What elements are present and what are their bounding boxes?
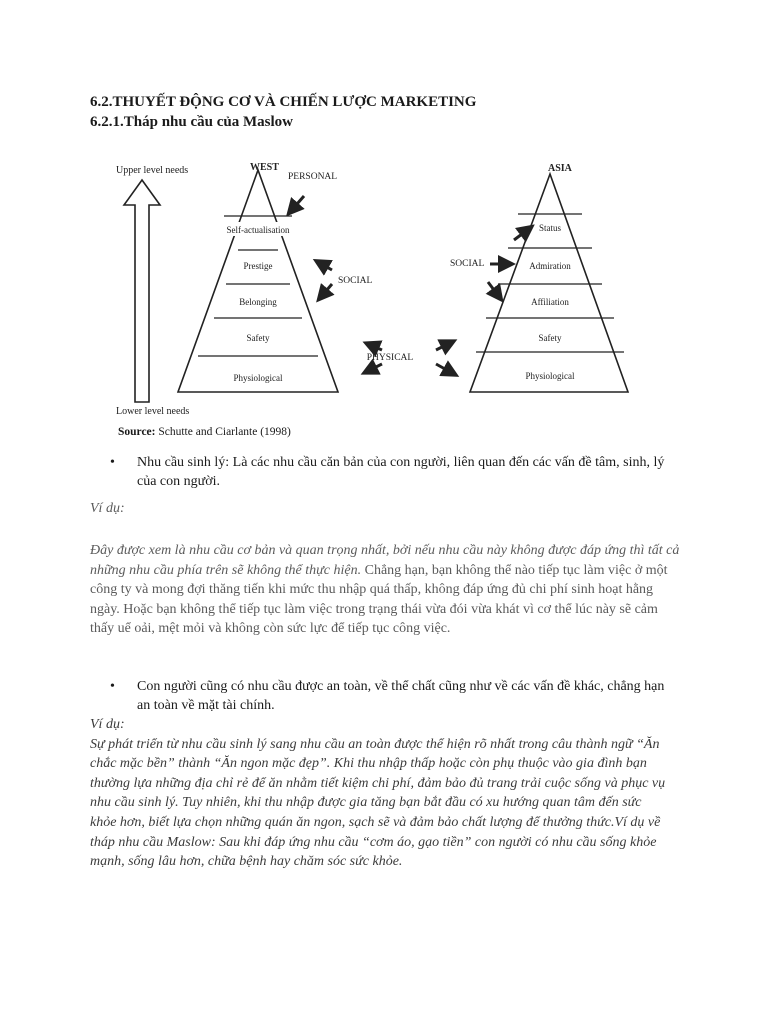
source-prefix: Source: [118, 426, 156, 438]
asia-pyramid [470, 174, 628, 392]
asia-level-safety: Safety [538, 333, 562, 343]
bullet-text: Nhu cầu sinh lý: Là các nhu cầu căn bản của con người, liên quan đến các vấn đề tâm, sinh, lý của con người. [137, 455, 665, 489]
asia-level-status: Status [538, 223, 562, 233]
paragraph-physiological-example [90, 541, 680, 639]
paragraph-italic-part: Đây được xem là nhu cầu cơ bản và quan trọng nhất, bởi nếu nhu cầu này không được đáp ứng thì tất cả những nhu cầu phía trên sẽ không thể thực hiện. [90, 543, 680, 578]
west-title: WEST [250, 162, 279, 173]
social-arrow-bottom-icon [320, 284, 332, 298]
figure-source [118, 426, 291, 438]
bullet-text: Con người cũng có nhu cầu được an toàn, về thể chất cũng như về các vấn đề khác, chẳng hạn an toàn về mặt tài chính. [137, 679, 665, 713]
lower-level-label: Lower level needs [116, 406, 190, 417]
social-arrow-top-icon [318, 262, 332, 270]
subsection-heading: 6.2.1.Tháp nhu cầu của Maslow [90, 114, 293, 130]
asia-title: ASIA [548, 163, 572, 174]
social-label-west: SOCIAL [338, 276, 373, 286]
personal-arrow-icon [290, 196, 304, 212]
example-label: Ví dụ: [90, 501, 125, 516]
paragraph-text: Sự phát triển từ nhu cầu sinh lý sang nhu cầu an toàn được thể hiện rõ nhất trong câu thành ngữ “Ăn chắc mặc bền” thành “Ăn ngon mặc đẹp”. Khi thu nhập thấp hoặc còn phụ thuộc vào gia đình bạn thường lựa những địa chỉ rẻ để ăn nhằm tiết kiệm chi phí, đảm bảo đủ trang trải cuộc sống và phục vụ nhu cầu sinh lý. Tuy nhiên, khi thu nhập được gia tăng bạn bắt đầu có xu hướng quan tâm đến sức khỏe hơn, biết lựa chọn những quán ăn ngon, sạch sẽ và đảm bảo chất lượng để thưởng thức.Ví dụ về tháp nhu cầu Maslow: Sau khi đáp ứng nhu cầu “cơm áo, gạo tiền” con người có nhu cầu sống khỏe mạnh, sống lâu hơn, chữa bệnh hay chăm sóc sức khỏe. [90, 736, 666, 870]
paragraph-normal-part: Chẳng hạn, bạn không thể nào tiếp tục làm việc ở một công ty và mong đợi thăng tiến khi mức thu nhập quá thấp, không đáp ứng đủ chi phí sinh hoạt hằng ngày. Hoặc bạn không thể tiếp tục làm việc trong trạng thái vừa đói vừa khát vì cơ thể lúc này sẽ cảm thấy uể oải, mệt mỏi và không còn sức lực để tiếp tục công việc. [90, 562, 668, 636]
personal-label: PERSONAL [288, 172, 338, 182]
west-level-belonging: Belonging [239, 297, 277, 307]
source-text: Schutte and Ciarlante (1998) [158, 426, 291, 438]
physical-arrow-right-up-icon [436, 342, 452, 350]
west-level-prestige: Prestige [243, 261, 273, 271]
section-heading: 6.2.THUYẾT ĐỘNG CƠ VÀ CHIẾN LƯỢC MARKETING [90, 94, 477, 110]
asia-level-physiological: Physiological [525, 371, 575, 381]
physical-arrow-left-down-icon [366, 364, 382, 372]
west-pyramid [178, 170, 338, 392]
asia-level-admiration: Admiration [529, 261, 571, 271]
west-level-safety: Safety [246, 333, 270, 343]
west-level-self-actualisation: Self-actualisation [226, 225, 290, 235]
west-level-physiological: Physiological [233, 373, 283, 383]
physical-arrow-left-up-icon [368, 344, 382, 350]
social-label-asia: SOCIAL [450, 259, 485, 269]
upper-arrow-icon [124, 180, 160, 402]
physical-arrow-right-down-icon [436, 364, 454, 374]
bullet-dot-icon: • [110, 679, 115, 694]
physical-label: PHYSICAL [366, 353, 414, 363]
asia-level-affiliation: Affiliation [531, 297, 569, 307]
bullet-dot-icon: • [110, 455, 115, 470]
example-label: Ví dụ: [90, 717, 125, 732]
bullet-physiological [110, 453, 665, 491]
upper-level-label: Upper level needs [116, 165, 189, 176]
maslow-figure [110, 152, 630, 424]
paragraph-safety-example [90, 715, 670, 872]
bullet-safety [110, 677, 665, 715]
